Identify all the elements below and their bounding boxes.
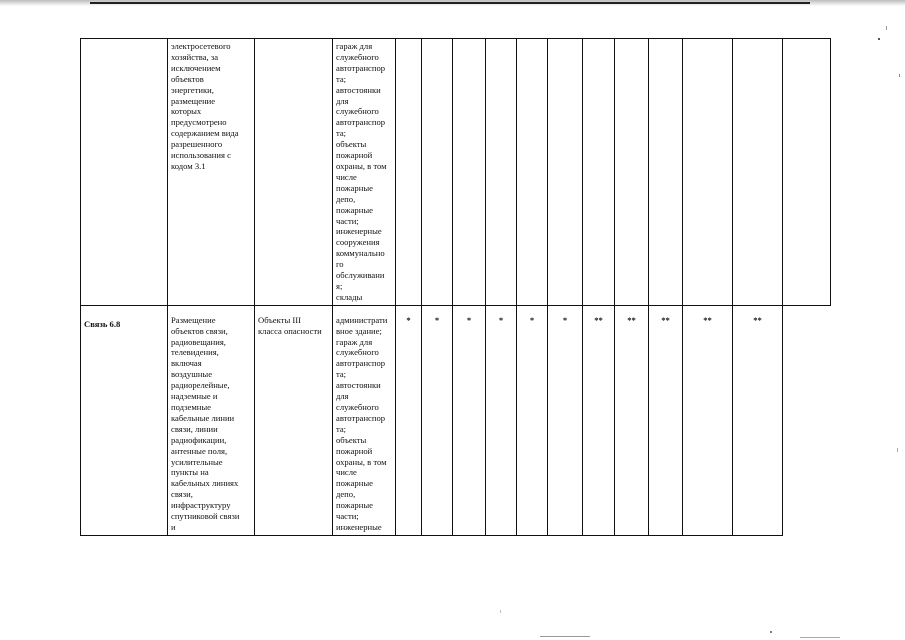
scan-speck [897, 448, 898, 452]
scan-speck [770, 631, 772, 633]
cell-param-mark: * [486, 305, 517, 535]
cell-param-mark: ** [733, 305, 783, 535]
cell-param-mark: * [548, 305, 583, 535]
scan-speck [800, 637, 840, 638]
cell-hazard-class [255, 39, 333, 306]
table-row-continuation [81, 39, 831, 306]
cell-param-mark: * [422, 305, 453, 535]
cell-param [486, 39, 517, 306]
cell-param [453, 39, 486, 306]
scan-speck [899, 74, 900, 77]
cell-param [583, 39, 615, 306]
description-text: электросетевого хозяйства, за исключением объектов энергетики, размещение которых предусмотрено содержанием вида разрешенного использования с кодом 3.1 [171, 41, 239, 171]
cell-param [422, 39, 453, 306]
cell-param-mark: * [396, 305, 422, 535]
cell-param [396, 39, 422, 306]
table-row-svyaz [81, 305, 831, 535]
scan-speck [878, 38, 880, 40]
scan-speck [886, 26, 887, 30]
cell-param [517, 39, 548, 306]
cell-param-mark: * [453, 305, 486, 535]
cell-param [783, 39, 831, 306]
buildings-text: гараж для служебного автотранспор та; автостоянки для служебного автотранспор та; объекты пожарной охраны, в том числе пожарные депо, пожарные части; инженерные сооружения коммунально го обслуживани я; склады [336, 41, 387, 302]
scan-speck [500, 610, 501, 613]
cell-param [548, 39, 583, 306]
cell-param-mark: ** [615, 305, 649, 535]
cell-param [733, 39, 783, 306]
hazard-class-text: Объекты III класса опасности [258, 314, 322, 336]
cell-param [615, 39, 649, 306]
buildings-text: администрати вное здание; гараж для служебного автотранспор та; автостоянки для служебного автотранспор та; объекты пожарной охраны, в том числе пожарные депо, пожарные части; инженерные [336, 314, 388, 532]
cell-buildings [333, 39, 396, 306]
cell-param [649, 39, 683, 306]
scan-top-border [90, 2, 810, 4]
cell-param-mark: * [517, 305, 548, 535]
cell-param-mark: ** [683, 305, 733, 535]
cell-param [683, 39, 733, 306]
cell-description [168, 305, 255, 535]
cell-buildings [333, 305, 396, 535]
cell-hazard-class [255, 305, 333, 535]
scan-speck [540, 636, 590, 637]
description-text: Размещение объектов связи, радиовещания, телевидения, включая воздушные радиорелейные, надземные и подземные кабельные линии связи, линии радиофикации, антенные поля, усилительные пункты на кабельных линиях связи, инфраструктуру спутниковой связи и [171, 314, 240, 532]
cell-description [168, 39, 255, 306]
cell-code: Связь 6.8 [81, 305, 168, 535]
land-use-table [80, 38, 831, 536]
cell-param-mark: ** [649, 305, 683, 535]
cell-param-mark: ** [583, 305, 615, 535]
cell-code [81, 39, 168, 306]
